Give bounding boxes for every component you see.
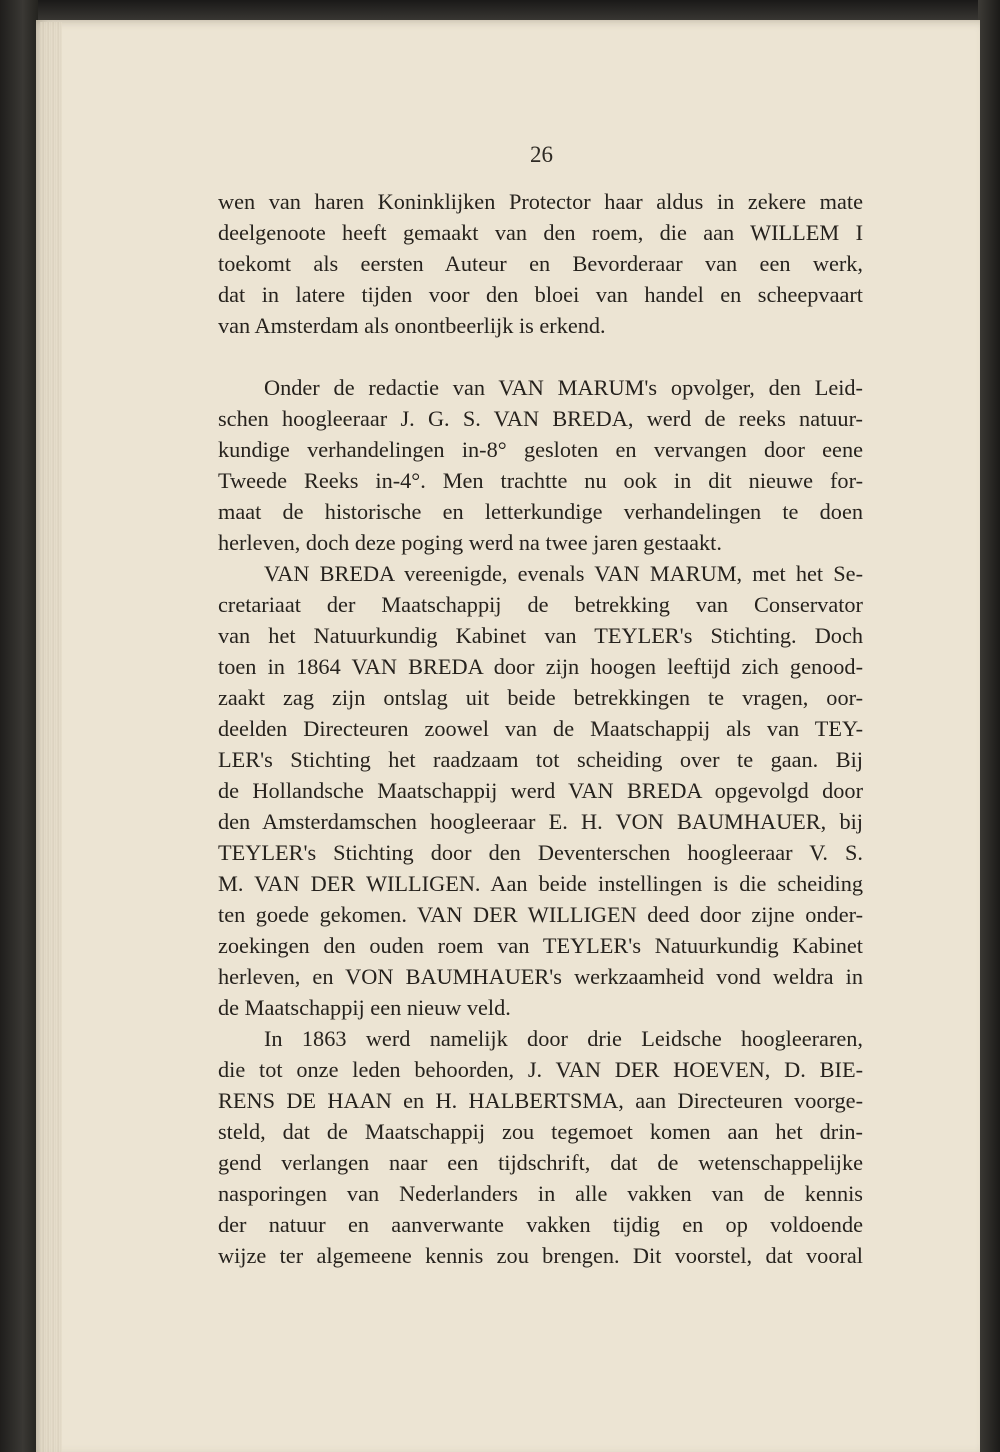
text-line: nasporingen van Nederlanders in alle vakken van de kennis xyxy=(218,1181,863,1206)
book-binding xyxy=(0,0,38,1452)
text-line: der natuur en aanverwante vakken tijdig en op voldoende xyxy=(218,1212,863,1237)
scan-right-edge xyxy=(978,0,1000,1452)
text-line: dat in latere tijden voor den bloei van handel en scheepvaart xyxy=(218,282,863,307)
paragraph-gap xyxy=(218,341,863,372)
text-line: gend verlangen naar een tijdschrift, dat de wetenschappelijke xyxy=(218,1150,863,1175)
text-line: herleven, en VON BAUMHAUER's werkzaamheid vond weldra in xyxy=(218,964,863,989)
text-line: RENS DE HAAN en H. HALBERTSMA, aan Directeuren voorge- xyxy=(218,1088,863,1113)
text-line: In 1863 werd namelijk door drie Leidsche hoogleeraren, xyxy=(264,1026,863,1051)
text-line: LER's Stichting het raadzaam tot scheiding over te gaan. Bij xyxy=(218,747,863,772)
text-line: den Amsterdamschen hoogleeraar E. H. VON BAUMHAUER, bij xyxy=(218,809,863,834)
text-line: wijze ter algemeene kennis zou brengen. Dit voorstel, dat vooral xyxy=(218,1243,863,1268)
text-line: zoekingen den ouden roem van TEYLER's Natuurkundig Kabinet xyxy=(218,933,863,958)
text-line: toen in 1864 VAN BREDA door zijn hoogen leeftijd zich genood- xyxy=(218,654,863,679)
text-line: die tot onze leden behoorden, J. VAN DER HOEVEN, D. BIE- xyxy=(218,1057,863,1082)
text-line: van het Natuurkundig Kabinet van TEYLER's Stichting. Doch xyxy=(218,623,863,648)
page-number: 26 xyxy=(530,142,553,167)
text-line: herleven, doch deze poging werd na twee jaren gestaakt. xyxy=(218,530,722,555)
text-line: deelgenoote heeft gemaakt van den roem, die aan WILLEM I xyxy=(218,220,863,245)
text-line: TEYLER's Stichting door den Deventerschen hoogleeraar V. S. xyxy=(218,840,863,865)
text-line: VAN BREDA vereenigde, evenals VAN MARUM, met het Se- xyxy=(264,561,863,586)
text-line: steld, dat de Maatschappij zou tegemoet komen aan het drin- xyxy=(218,1119,863,1144)
text-line: maat de historische en letterkundige verhandelingen te doen xyxy=(218,499,863,524)
page-edges xyxy=(40,22,62,1452)
text-line: M. VAN DER WILLIGEN. Aan beide instellingen is die scheiding xyxy=(218,871,863,896)
text-line: Onder de redactie van VAN MARUM's opvolger, den Leid- xyxy=(264,375,863,400)
scan-top-edge xyxy=(0,0,1000,22)
text-line: toekomt als eersten Auteur en Bevorderaar van een werk, xyxy=(218,251,863,276)
text-line: de Hollandsche Maatschappij werd VAN BREDA opgevolgd door xyxy=(218,778,863,803)
text-line: cretariaat der Maatschappij de betrekking van Conservator xyxy=(218,592,863,617)
text-line: van Amsterdam als onontbeerlijk is erkend. xyxy=(218,313,606,338)
text-line: deelden Directeuren zoowel van de Maatschappij als van TEY- xyxy=(218,716,863,741)
text-line: wen van haren Koninklijken Protector haar aldus in zekere mate xyxy=(218,189,863,214)
text-line: de Maatschappij een nieuw veld. xyxy=(218,995,511,1020)
text-line: zaakt zag zijn ontslag uit beide betrekkingen te vragen, oor- xyxy=(218,685,863,710)
body-text xyxy=(218,186,863,1271)
text-line: Tweede Reeks in-4°. Men trachtte nu ook in dit nieuwe for- xyxy=(218,468,863,493)
text-line: ten goede gekomen. VAN DER WILLIGEN deed door zijne onder- xyxy=(218,902,863,927)
text-line: kundige verhandelingen in-8° gesloten en vervangen door eene xyxy=(218,437,863,462)
text-line: schen hoogleeraar J. G. S. VAN BREDA, werd de reeks natuur- xyxy=(218,406,863,431)
